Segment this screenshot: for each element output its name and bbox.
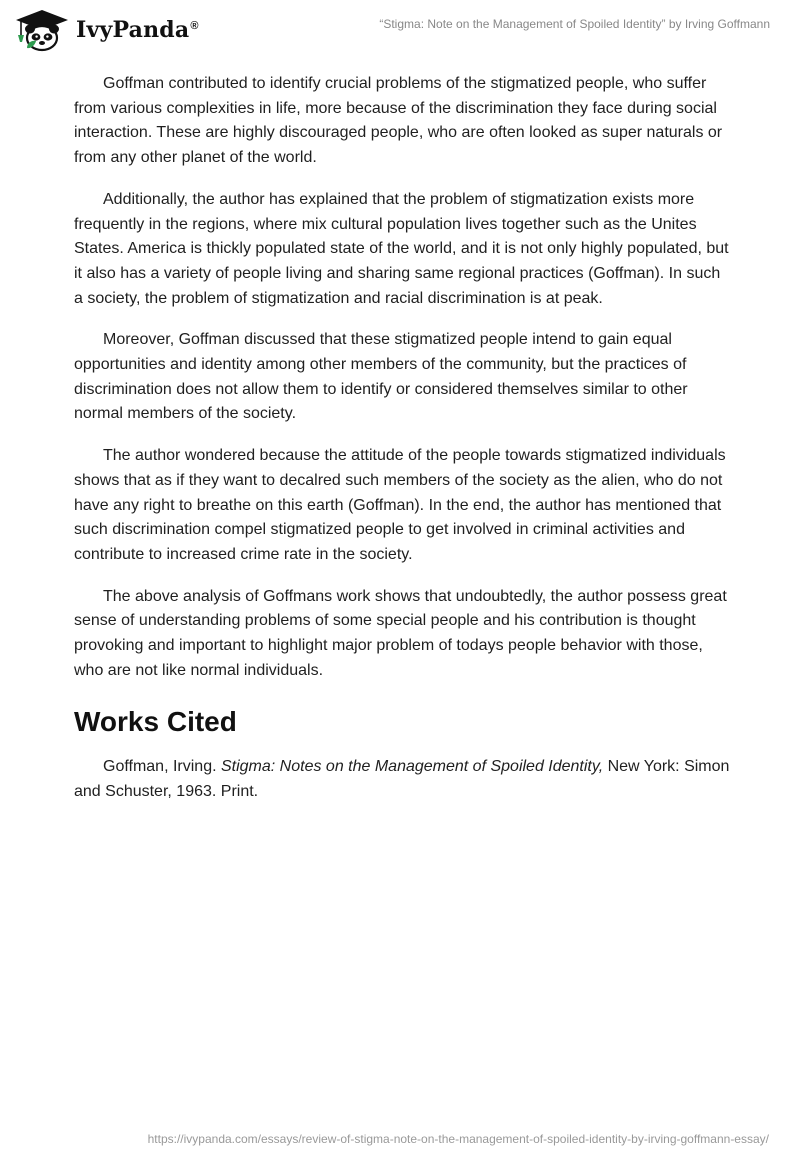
- citation-entry: [74, 755, 730, 804]
- works-cited-heading: Works Cited: [74, 706, 237, 738]
- paragraph: Additionally, the author has explained that the problem of stigmatization exists more frequently in the regions, where mix cultural population lives together such as the Unites States. America is thickly populated state of the world, and it is not only highly populated, but it also has a variety of people living and sharing same regional practices (Goffman). In such a society, the problem of stigmatization and racial discrimination is at peak.: [74, 190, 729, 307]
- citation-title: Stigma: Notes on the Management of Spoiled Identity,: [220, 758, 604, 776]
- citation-author: Goffman, Irving.: [103, 758, 221, 776]
- essay-content: [74, 72, 730, 805]
- panda-graduate-icon: [14, 8, 70, 52]
- logo-wordmark: IvyPanda®: [76, 17, 199, 43]
- paragraph: The above analysis of Goffmans work shows that undoubtedly, the author possess great sense of understanding problems of some special people and his contribution is thought provoking and important to highlight major problem of todays people behavior with those, who are not like normal individuals.: [74, 587, 727, 679]
- paragraph: Goffman contributed to identify crucial problems of the stigmatized people, who suffer from various complexities in life, more because of the discrimination they face during social interaction. These are highly discouraged people, who are often looked as super naturals or from any other planet of the world.: [74, 75, 723, 167]
- citation-publisher: New York: Simon and Schuster, 1963. Print.: [74, 758, 730, 801]
- page-header: [0, 0, 800, 60]
- ivypanda-logo[interactable]: [14, 8, 199, 52]
- document-title: “Stigma: Note on the Management of Spoiled Identity” by Irving Goffmann: [379, 17, 770, 31]
- paragraph: Moreover, Goffman discussed that these stigmatized people intend to gain equal opportunities and identity among other members of the community, but the practices of discrimination does not allow them to identify or considered themselves similar to other normal members of the society.: [74, 331, 688, 423]
- paragraph: The author wondered because the attitude of the people towards stigmatized individuals shows that as if they want to decalred such members of the society as the alien, who do not have any right to breathe on this earth (Goffman). In the end, the author has mentioned that such discrimination compel stigmatized people to get involved in criminal activities and contribute to increased crime rate in the society.: [74, 447, 726, 563]
- source-url-link[interactable]: https://ivypanda.com/essays/review-of-stigma-note-on-the-management-of-spoiled-identity-by-irving-goffmann-essay/: [147, 1132, 769, 1146]
